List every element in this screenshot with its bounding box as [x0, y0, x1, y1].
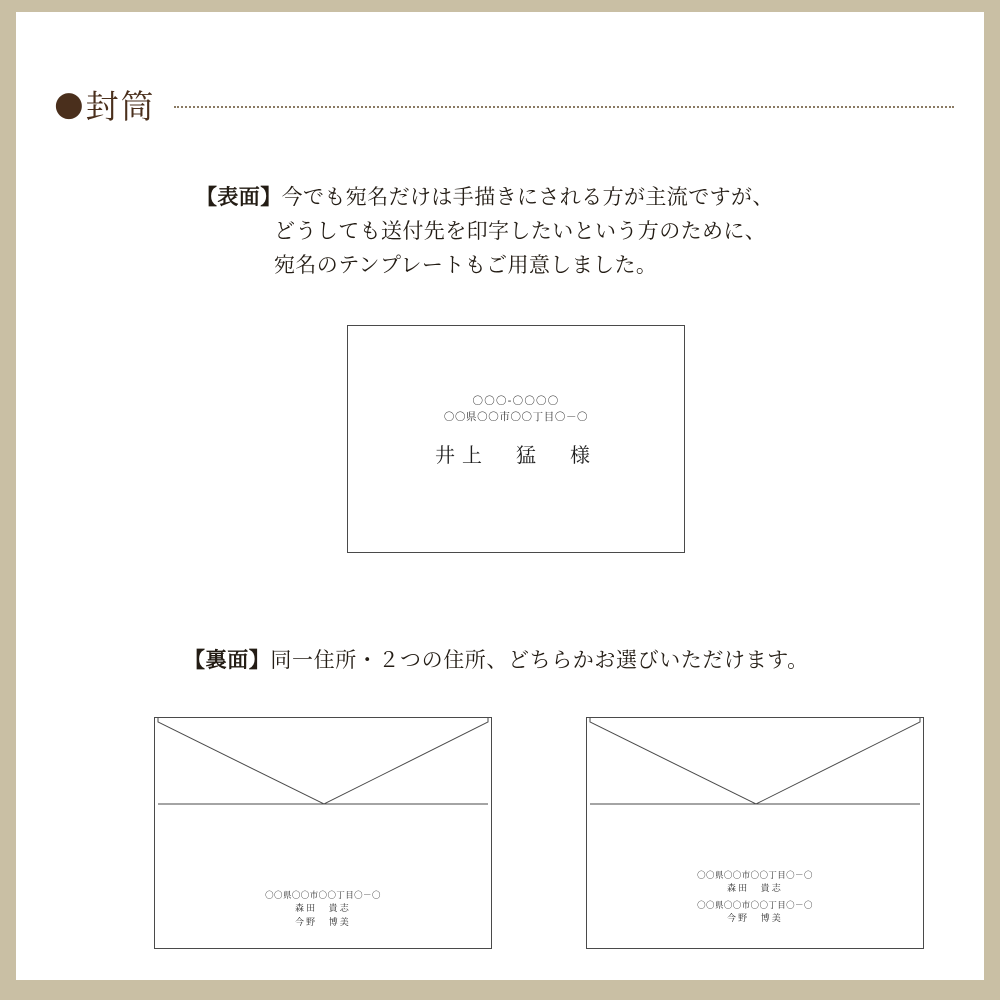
- back-double-name-2: 今野 博美: [726, 914, 783, 925]
- back-double-street-1: 〇〇県〇〇市〇〇丁目〇－〇: [697, 871, 813, 881]
- back-single-name-1: 森田 貴志: [294, 904, 351, 915]
- front-recipient-name: 井上 猛 様: [435, 442, 597, 467]
- front-description: [196, 180, 856, 282]
- bullet-icon: ●: [54, 84, 84, 124]
- front-zip-code: 〇〇〇-〇〇〇〇: [472, 395, 560, 407]
- document-page: [16, 12, 984, 980]
- heading-divider: [174, 106, 954, 108]
- back-single-street: 〇〇県〇〇市〇〇丁目〇－〇: [265, 891, 381, 901]
- back-single-name-2: 今野 博美: [294, 918, 351, 929]
- back-address-block-single: [155, 890, 491, 931]
- envelope-flap: [587, 718, 923, 806]
- back-double-name-1: 森田 貴志: [726, 884, 783, 895]
- envelope-back-double-address: [586, 717, 924, 949]
- front-text-line-2: どうしても送付先を印字したいという方のために、: [274, 219, 767, 244]
- envelope-back-single-address: [154, 717, 492, 949]
- envelope-front: [347, 325, 685, 553]
- front-street-address: 〇〇県〇〇市〇〇丁目〇－〇: [443, 410, 589, 423]
- front-address-block: [348, 394, 684, 468]
- back-address-block-double: [587, 870, 923, 927]
- back-text: 同一住所・２つの住所、どちらかお選びいただけます。: [270, 648, 809, 672]
- front-text-line-3: 宛名のテンプレートもご用意しました。: [274, 253, 658, 278]
- page-title: 封筒: [85, 86, 156, 126]
- front-label: 【表面】: [196, 185, 282, 209]
- back-label: 【裏面】: [184, 648, 271, 672]
- envelope-flap: [155, 718, 491, 806]
- back-double-street-2: 〇〇県〇〇市〇〇丁目〇－〇: [697, 901, 813, 912]
- section-heading: [54, 78, 954, 130]
- front-text-line-1: 今でも宛名だけは手描きにされる方が主流ですが、: [281, 185, 774, 209]
- back-description: [184, 644, 944, 674]
